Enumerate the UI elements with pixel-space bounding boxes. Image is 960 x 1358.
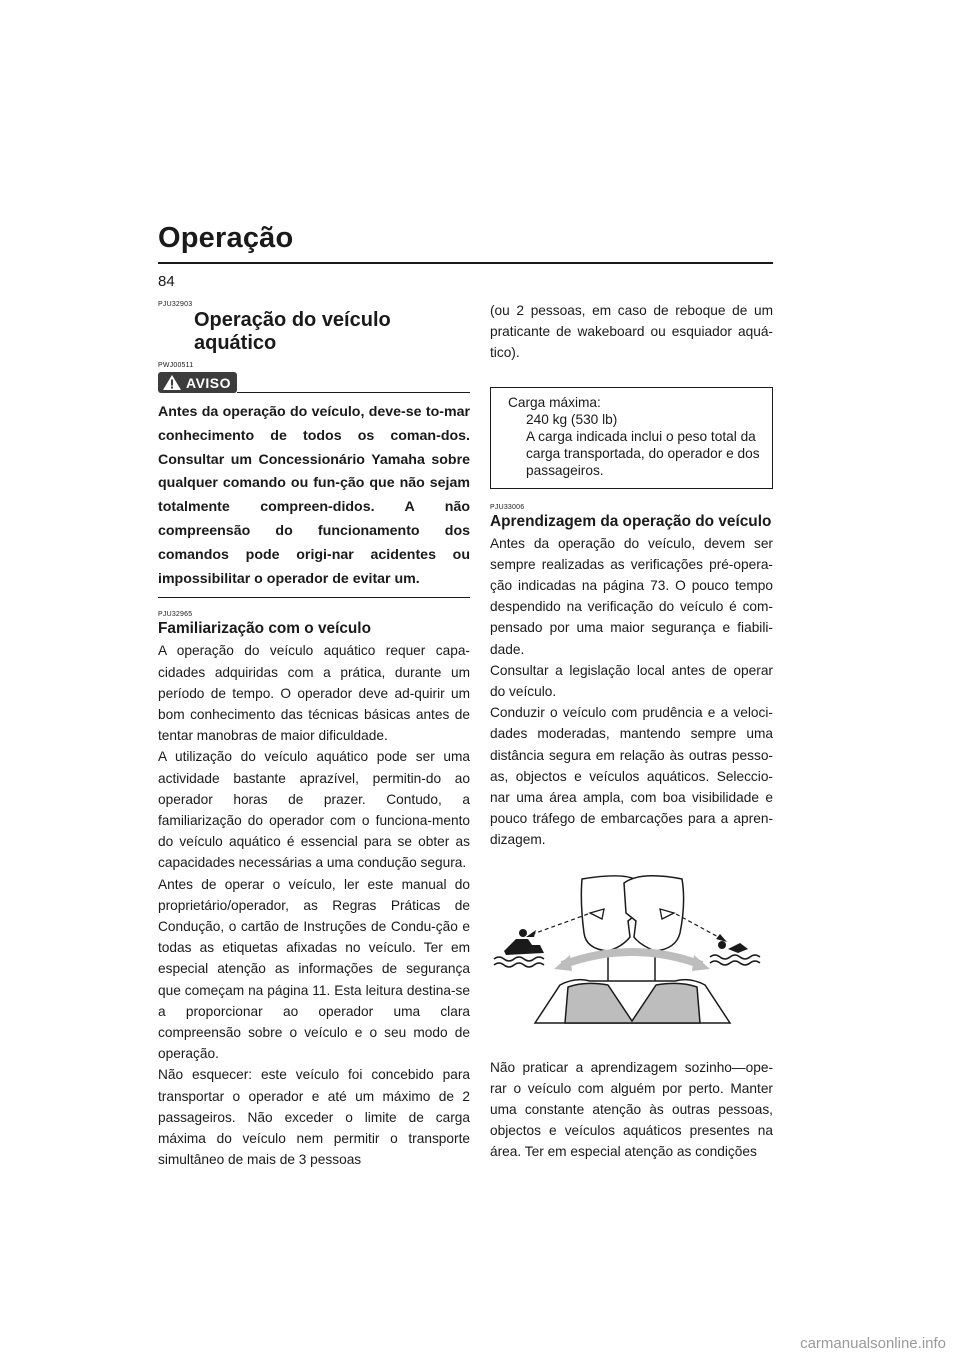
max-load-value: 240 kg (530 lb)	[526, 411, 618, 427]
max-load-label: Carga máxima:	[508, 394, 601, 410]
page-number: 84	[158, 273, 175, 290]
paragraph: Consultar a legislação local antes de operar do veículo.	[490, 662, 773, 700]
warning-divider	[237, 392, 470, 393]
max-load-box	[490, 387, 773, 489]
warning-label: AVISO	[186, 374, 232, 391]
max-load-note: A carga indicada inclui o peso total da carga transportada, do operador e dos passageiros.	[526, 428, 760, 478]
subsection-title: Aprendizagem da operação do veículo	[490, 512, 772, 530]
subsection-title: Familiarização com o veículo	[158, 620, 371, 638]
warning-triangle-icon	[162, 374, 182, 391]
watermark: carmanualsonline.info	[800, 1335, 946, 1352]
rider-lookout-illustration-icon	[490, 873, 773, 1049]
lookout-illustration	[490, 873, 773, 1049]
warning-header	[158, 372, 470, 393]
header-rule	[158, 262, 773, 264]
paragraph: Conduzir o veículo com prudência e a veloci-dades moderadas, mantendo sempre uma distância segura em relação às outras pesso-as, objectos e veículos aquáticos. Seleccio-nar uma área ampla, com boa visibilidade e pouco tráfego de embarcações para a apren-dizagem.	[490, 705, 773, 848]
section-code: PJU32903	[158, 301, 193, 308]
paragraph: Não esquecer: este veículo foi concebido para transportar o operador e até um máximo de 2 passageiros. Não exceder o limite de carga máxima do veículo nem permitir o transporte simultâneo de mais de 3 pessoas	[158, 1067, 470, 1168]
warning-badge	[158, 372, 237, 393]
subsection-code: PJU32965	[158, 611, 193, 619]
right-column	[490, 300, 773, 1163]
warning-end-rule	[158, 597, 470, 598]
paragraph-continuation: (ou 2 pessoas, em caso de reboque de um praticante de wakeboard ou esquiador aquá-tico).	[490, 303, 773, 361]
section-title: Operação do veículo aquático	[194, 309, 391, 354]
paragraph: Antes da operação do veículo, devem ser sempre realizadas as verificações pré-opera-ção indicadas na página 73. O pouco tempo despendido na verificação do veículo é com-pensado por uma maior segurança e fiabili-dade.	[490, 535, 773, 657]
page-header-title: Operação	[158, 222, 294, 254]
warning-code: PWJ00511	[158, 362, 194, 369]
paragraph: A utilização do veículo aquático pode ser uma actividade bastante aprazível, permitin-do ao operador horas de prazer. Contudo, a familiarização do operador com o funciona-mento do veículo aquático é essencial para se obter as capacidades necessárias a uma condução segura.	[158, 749, 470, 871]
paragraph: Não praticar a aprendizagem sozinho—ope-rar o veículo com alguém por perto. Manter uma constante atenção às outras pessoas, objectos e veículos aquáticos presentes na área. Ter em especial atenção as condições	[490, 1059, 773, 1160]
paragraph: A operação do veículo aquático requer capa-cidades adquiridas com a prática, durante um período de tempo. O operador deve ad-quirir um bom conhecimento das técnicas básicas antes de tentar manobras de maior dificuldade.	[158, 643, 470, 744]
left-column	[158, 300, 470, 1170]
subsection-code: PJU33006	[490, 503, 525, 511]
warning-text: Antes da operação do veículo, deve-se to-mar conhecimento de todos os coman-dos. Consultar um Concessionário Yamaha sobre qualquer comando ou fun-ção que não sejam totalmente compreen-didos. A não compreensão do funcionamento dos comandos pode origi-nar acidentes ou impossibilitar o operador de evitar um.	[158, 404, 470, 587]
paragraph: Antes de operar o veículo, ler este manual do proprietário/operador, as Regras Práticas de Condução, o cartão de Instruções de Condu-ção e todas as etiquetas afixadas no veículo. Ter em especial atenção as informações de segurança que começam na página 11. Esta leitura destina-se a proporcionar ao operador uma clara compreensão sobre o veículo e o seu modo de operação.	[158, 876, 470, 1062]
